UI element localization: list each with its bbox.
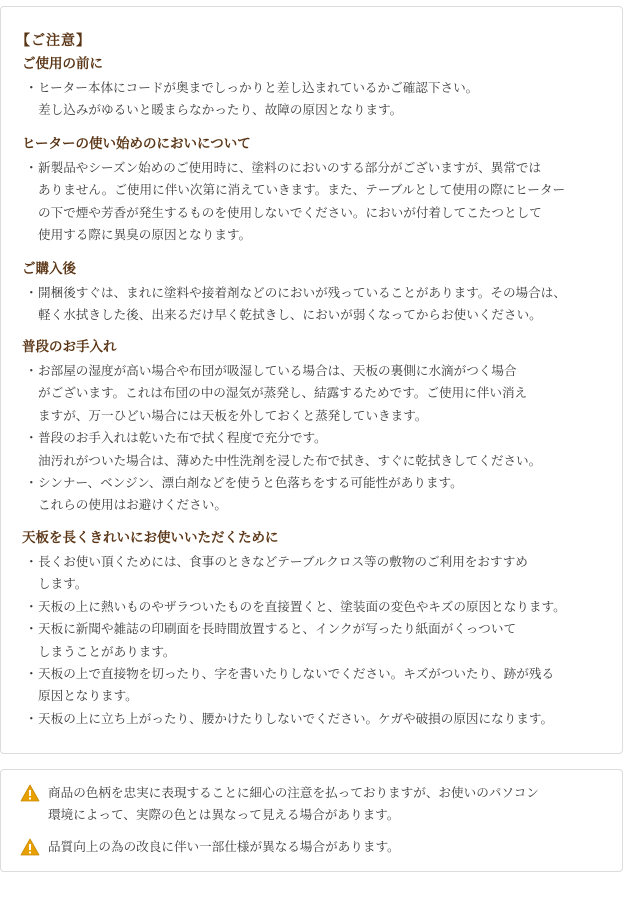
warning-spec-note [20, 836, 616, 858]
section-heading: ヒーターの使い始めのにおいについて [22, 136, 251, 152]
list-item: ・ 開梱後すぐは、まれに塗料や接着剤などのにおいが残っていることがあります。その場合は、 軽く水拭きした後、出来るだけ早く乾拭きし、においが弱くなってからお使いください。 [25, 285, 566, 323]
warning-text: 品質向上の為の改良に伴い一部仕様が異なる場合があります。 [48, 839, 400, 854]
section-heading: 天板を長くきれいにお使いいただくために [22, 530, 279, 546]
section-initial-odor [22, 134, 614, 247]
list-item: ・ 天板の上に立ち上がったり、腰かけたりしないでください。ケガや破損の原因になります。 [25, 710, 554, 726]
notice-title: 【ご注意】 [16, 33, 91, 49]
list-item: ・ お部屋の湿度が高い場合や布団が吸湿している場合は、天板の裏側に水滴がつく場合 がございます。これは布団の中の湿気が蒸発し、結露するためです。ご使用に伴い消え ますが、万一ひどい場合には天板を外しておくと蒸発していきます。 [25, 363, 528, 423]
list-item: ・ 天板の上で直接物を切ったり、字を書いたりしないでください。キズがついたり、跡が残る 原因となります。 [25, 666, 555, 704]
section-tabletop-care [22, 528, 614, 730]
section-before-use [22, 54, 614, 122]
section-heading: ご使用の前に [22, 56, 103, 72]
section-after-purchase [22, 259, 614, 327]
section-daily-care [22, 337, 614, 517]
warning-text: 商品の色柄を忠実に表現することに細心の注意を払っておりますが、お使いのパソコン 環境によって、実際の色とは異なって見える場合があります。 [48, 785, 539, 823]
list-item: ・ 新製品やシーズン始めのご使用時に、塗料のにおいのする部分がございますが、異常では ありません。ご使用に伴い次第に消えていきます。また、テーブルとして使用の際にヒーター の下で煙や芳香が発生するものを使用しないでください。においが付着してこたつとして 使用する際に異臭の原因となります。 [25, 160, 566, 243]
warning-color-note [20, 782, 616, 827]
list-item: ・ 天板の上に熱いものやザラついたものを直接置くと、塗装面の変色やキズの原因となります。 [25, 598, 566, 614]
warning-icon [20, 838, 40, 856]
list-item: ・ ヒーター本体にコードが奥までしっかりと差し込まれているかご確認下さい。 差し込みがゆるいと暖まらなかったり、故障の原因となります。 [25, 80, 479, 118]
section-heading: 普段のお手入れ [22, 339, 117, 355]
warning-icon [20, 784, 40, 802]
list-item: ・ シンナー、ベンジン、漂白剤などを使うと色落ちをする可能性があります。 これらの使用はお避けください。 [25, 475, 463, 513]
list-item: ・ 普段のお手入れは乾いた布で拭く程度で充分です。 油汚れがついた場合は、薄めた中性洗剤を浸した布で拭き、すぐに乾拭きしてください。 [25, 430, 542, 468]
list-item: ・ 天板に新聞や雑誌の印刷面を長時間放置すると、インクが写ったり紙面がくっついて しまうことがあります。 [25, 621, 517, 659]
list-item: ・ 長くお使い頂くためには、食事のときなどテーブルクロス等の敷物のご利用をおすすめ します。 [25, 554, 528, 592]
section-heading: ご購入後 [22, 261, 76, 277]
